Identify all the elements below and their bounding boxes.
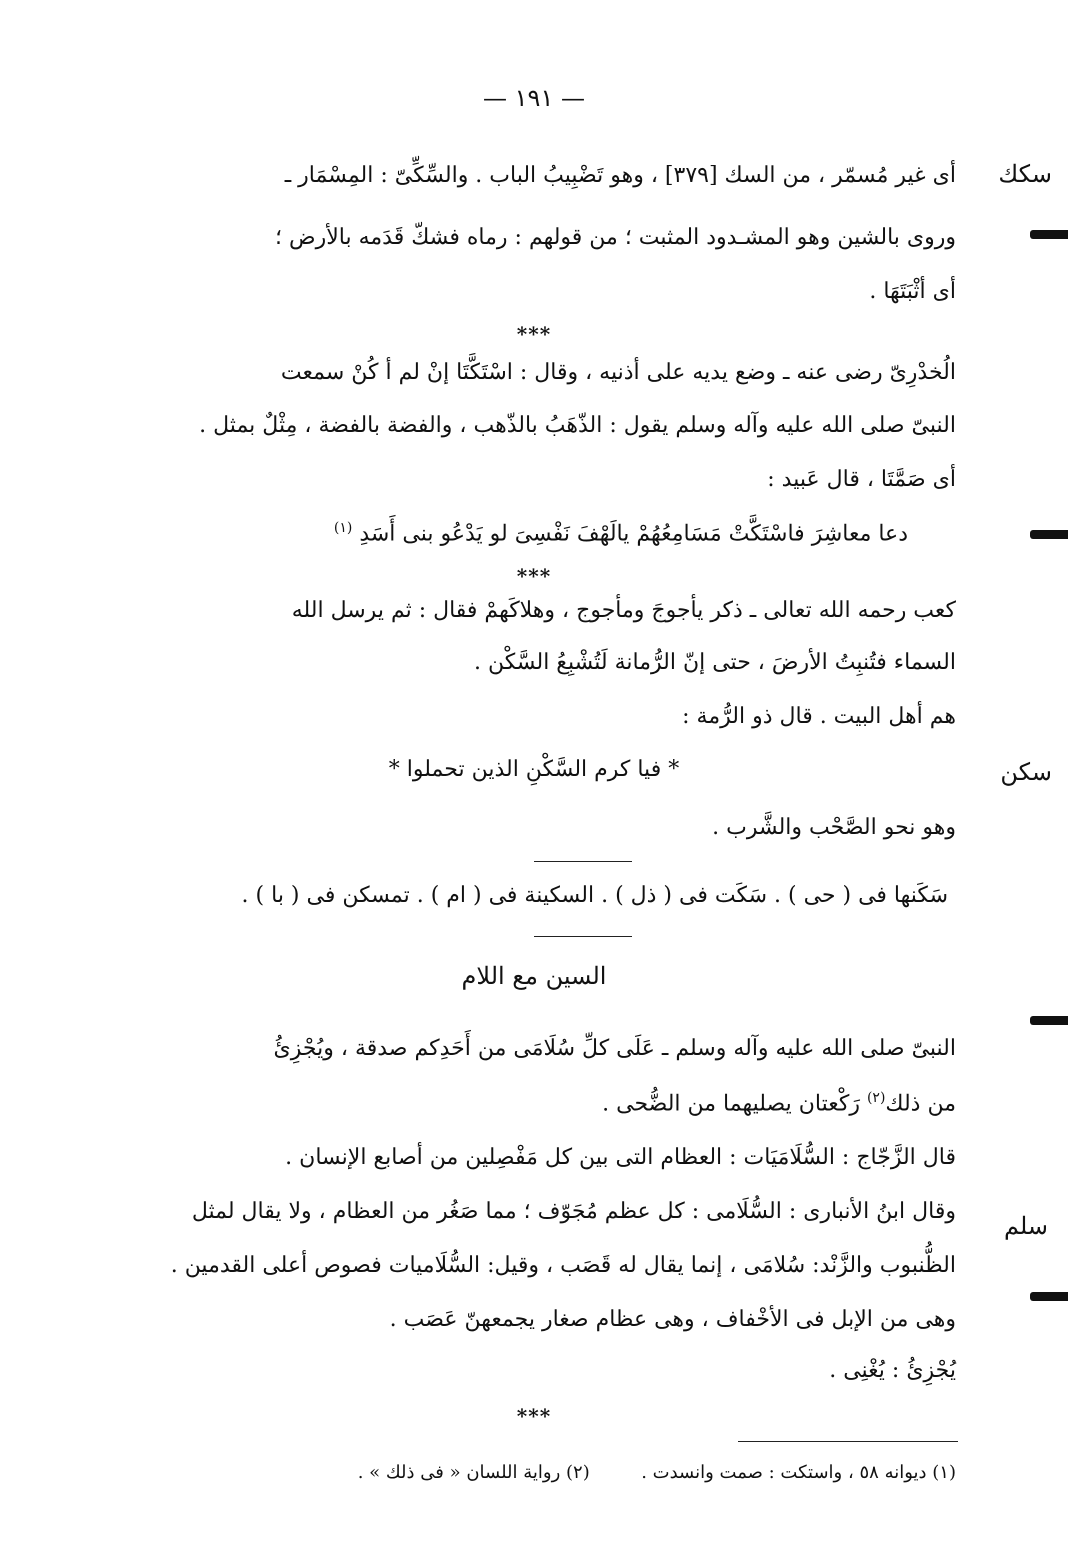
root-word-sakan: سكن — [1000, 758, 1052, 786]
root-word-salam: سلم — [1003, 1212, 1048, 1240]
footnotes-line — [136, 1462, 956, 1483]
text-line: قال الزَّجّاج : السُّلَامَيَات : العظام التى بين كل مَفْصِلين من أصابع الإنسان . — [285, 1145, 956, 1170]
text-line: النبىّ صلى الله عليه وآله وسلم يقول : الذّهَبُ بالذّهب ، والفضة بالفضة ، مِثْلٌ بمثل . — [199, 413, 956, 438]
text-line: أى أثْبَتَهَا . — [869, 279, 956, 304]
text-line: النبىّ صلى الله عليه وآله وسلم ـ عَلَى كلِّ سُلَامَى من أَحَدِكم صدقة ، ويُجْزِئُ — [273, 1036, 956, 1061]
verse-text: دعا معاشِرَ فاسْتَكَّتْ مَسَامِعُهُمْ يالَهْفَ نَفْسِىَ لو يَدْعُو بنى أَسَدِ — [359, 521, 908, 547]
page-number: — ١٩١ — — [483, 84, 585, 112]
margin-mark — [1030, 530, 1068, 539]
text-line: أى صَمَّتَا ، قال عَبيد : — [767, 467, 956, 492]
footnote-1: (١) ديوانه ٥٨ ، واستكت : صمت وانسدت . — [641, 1462, 956, 1483]
text-line: كعب رحمه الله تعالى ـ ذكر يأجوجَ ومأجوج ، وهلاكَهمْ فقال : ثم يرسل الله — [291, 598, 956, 623]
text-line: وهو نحو الصَّحْب والشَّرب . — [712, 815, 956, 840]
footnote-ref: (٢) — [866, 1090, 886, 1106]
margin-mark — [1030, 1292, 1068, 1301]
margin-mark — [1030, 230, 1068, 239]
text-line — [196, 1090, 956, 1116]
text-line: أى غير مُسمّر ، من السك [٣٧٩] ، وهو تَضْبِيبُ الباب . والسِّكِّىّ : المِسْمَار ـ — [284, 163, 956, 188]
text-span: رَكْعتان يصليهما من الضُّحى . — [602, 1091, 860, 1117]
footnote-ref: (١) — [333, 520, 353, 536]
footnote-2: (٢) رواية اللسان « فى ذلك » . — [357, 1462, 590, 1483]
text-line: الظُّنبوب والزَّنْد: سُلامَى ، إنما يقال له قَصَب ، وقيل: السُّلَاميات فصوص أعلى القدمين . — [170, 1253, 956, 1278]
cross-reference-line: سَكَنها فى ( حى ) . سَكَت فى ( ذل ) . السكينة فى ( ام ) . تمسكن فى ( با ) . — [241, 883, 948, 908]
text-line: هم أهل البيت . قال ذو الرُّمة : — [682, 704, 956, 729]
poetry-hemistich: * فيا كرم السَّكْنِ الذين تحملوا * — [388, 757, 680, 782]
text-span: من ذلك — [885, 1091, 956, 1117]
text-line: يُجْزِئُ : يُغْنِى . — [829, 1358, 956, 1383]
root-word-sakk: سكك — [998, 160, 1052, 188]
divider — [534, 936, 632, 937]
text-line: وروى بالشين وهو المشـدود المثبت ؛ من قولهم : رماه فشكّ قَدَمه بالأرض ؛ — [275, 225, 956, 250]
footnote-rule — [738, 1441, 958, 1442]
divider — [534, 861, 632, 862]
section-separator: *** — [516, 1404, 552, 1428]
text-line: وقال ابنُ الأنبارى : السُّلَامى : كل عظم مُجَوّف ؛ مما صَغُر من العظام ، ولا يقال لمثل — [191, 1199, 956, 1224]
poetry-verse — [228, 520, 908, 546]
section-heading: السين مع اللام — [461, 962, 607, 990]
section-separator: *** — [516, 322, 552, 346]
text-line: الُخدْرِىّ رضى عنه ـ وضع يديه على أذنيه ، وقال : اسْتَكَّتَا إنْ لم أ كُنْ سمعت — [280, 360, 956, 385]
margin-mark — [1030, 1016, 1068, 1025]
text-line: وهى من الإبل فى الأخْفاف ، وهى عظام صغار يجمعهنّ عَصَب . — [389, 1307, 956, 1332]
section-separator: *** — [516, 564, 552, 588]
text-line: السماء فتُنبِتُ الأرضَ ، حتى إنّ الرُّمانة لَتُشْبِعُ السَّكْن . — [473, 650, 956, 675]
